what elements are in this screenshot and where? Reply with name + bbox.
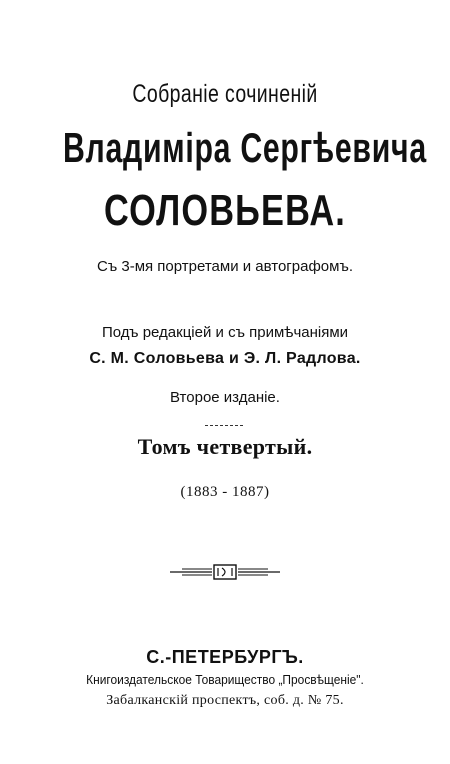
ornament-divider-icon [170,562,280,582]
editors-names: С. М. Соловьева и Э. Л. Радлова. [89,350,361,367]
author-surname: СОЛОВЬЕВА. [104,186,346,235]
volume-title: Томъ четвертый. [137,434,313,459]
imprint-address: Забалканскій проспектъ, соб. д. № 75. [106,693,344,708]
edition-label: Второе изданіе. [170,389,280,406]
imprint-city: С.-ПЕТЕРБУРГЪ. [146,647,304,667]
portraits-note: Съ 3-мя портретами и автографомъ. [96,258,354,275]
editors-intro: Подъ редакціей и съ примѣчаніями [101,324,349,341]
author-first-names: Владиміра Сергѣевича [63,124,427,171]
imprint-publisher: Книгоиздательское Товарищество „Просвѣщеніе". [86,672,364,687]
small-divider [205,425,243,426]
years-range: (1883 - 1887) [180,484,270,500]
collection-title: Собраніе сочиненій [132,80,318,108]
